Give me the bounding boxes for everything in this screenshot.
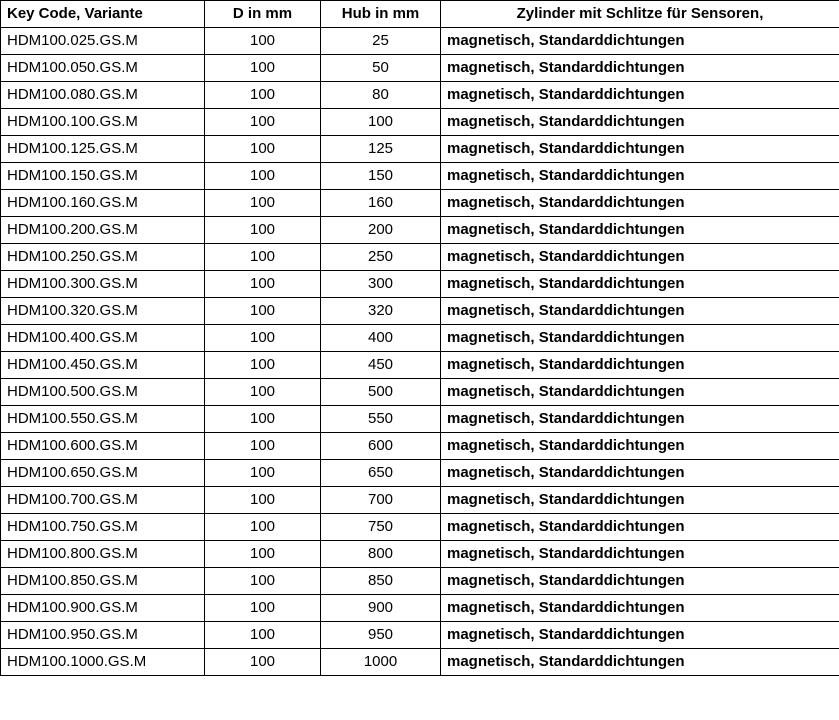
cell-diameter: 100 bbox=[205, 217, 321, 244]
cell-description: magnetisch, Standarddichtungen bbox=[441, 325, 839, 352]
cell-description: magnetisch, Standarddichtungen bbox=[441, 298, 839, 325]
cell-stroke: 600 bbox=[321, 433, 441, 460]
table-row bbox=[1, 460, 839, 487]
cell-key-code: HDM100.950.GS.M bbox=[1, 622, 205, 649]
cell-key-code: HDM100.320.GS.M bbox=[1, 298, 205, 325]
cell-stroke: 650 bbox=[321, 460, 441, 487]
cell-stroke: 400 bbox=[321, 325, 441, 352]
cell-key-code: HDM100.850.GS.M bbox=[1, 568, 205, 595]
cell-key-code: HDM100.800.GS.M bbox=[1, 541, 205, 568]
cell-key-code: HDM100.900.GS.M bbox=[1, 595, 205, 622]
cell-key-code: HDM100.160.GS.M bbox=[1, 190, 205, 217]
cell-key-code: HDM100.100.GS.M bbox=[1, 109, 205, 136]
cell-stroke: 550 bbox=[321, 406, 441, 433]
cell-key-code: HDM100.700.GS.M bbox=[1, 487, 205, 514]
column-header-diameter: D in mm bbox=[205, 1, 321, 28]
table-row bbox=[1, 217, 839, 244]
cell-diameter: 100 bbox=[205, 541, 321, 568]
cell-stroke: 1000 bbox=[321, 649, 441, 676]
cell-key-code: HDM100.250.GS.M bbox=[1, 244, 205, 271]
cell-stroke: 100 bbox=[321, 109, 441, 136]
cell-stroke: 50 bbox=[321, 55, 441, 82]
cell-description: magnetisch, Standarddichtungen bbox=[441, 460, 839, 487]
table-row bbox=[1, 28, 839, 55]
cell-diameter: 100 bbox=[205, 109, 321, 136]
table-row bbox=[1, 568, 839, 595]
cell-stroke: 500 bbox=[321, 379, 441, 406]
table-row bbox=[1, 244, 839, 271]
table-row bbox=[1, 487, 839, 514]
table-row bbox=[1, 649, 839, 676]
cell-diameter: 100 bbox=[205, 325, 321, 352]
cell-diameter: 100 bbox=[205, 352, 321, 379]
cell-key-code: HDM100.150.GS.M bbox=[1, 163, 205, 190]
cell-description: magnetisch, Standarddichtungen bbox=[441, 28, 839, 55]
cell-diameter: 100 bbox=[205, 55, 321, 82]
cell-key-code: HDM100.550.GS.M bbox=[1, 406, 205, 433]
cell-stroke: 300 bbox=[321, 271, 441, 298]
cell-description: magnetisch, Standarddichtungen bbox=[441, 622, 839, 649]
table-row bbox=[1, 514, 839, 541]
table-row bbox=[1, 595, 839, 622]
table-header bbox=[1, 1, 839, 28]
cell-diameter: 100 bbox=[205, 487, 321, 514]
cell-stroke: 200 bbox=[321, 217, 441, 244]
cell-description: magnetisch, Standarddichtungen bbox=[441, 487, 839, 514]
cell-diameter: 100 bbox=[205, 82, 321, 109]
cell-description: magnetisch, Standarddichtungen bbox=[441, 244, 839, 271]
cell-description: magnetisch, Standarddichtungen bbox=[441, 514, 839, 541]
table-row bbox=[1, 352, 839, 379]
table-row bbox=[1, 109, 839, 136]
cell-stroke: 450 bbox=[321, 352, 441, 379]
cell-key-code: HDM100.125.GS.M bbox=[1, 136, 205, 163]
cell-description: magnetisch, Standarddichtungen bbox=[441, 55, 839, 82]
cell-key-code: HDM100.1000.GS.M bbox=[1, 649, 205, 676]
table-row bbox=[1, 298, 839, 325]
cell-description: magnetisch, Standarddichtungen bbox=[441, 649, 839, 676]
cell-description: magnetisch, Standarddichtungen bbox=[441, 595, 839, 622]
cell-description: magnetisch, Standarddichtungen bbox=[441, 379, 839, 406]
cell-description: magnetisch, Standarddichtungen bbox=[441, 82, 839, 109]
cell-key-code: HDM100.400.GS.M bbox=[1, 325, 205, 352]
cell-description: magnetisch, Standarddichtungen bbox=[441, 109, 839, 136]
cell-key-code: HDM100.500.GS.M bbox=[1, 379, 205, 406]
cell-stroke: 25 bbox=[321, 28, 441, 55]
cell-stroke: 800 bbox=[321, 541, 441, 568]
cell-diameter: 100 bbox=[205, 28, 321, 55]
cell-diameter: 100 bbox=[205, 433, 321, 460]
cell-diameter: 100 bbox=[205, 244, 321, 271]
cell-description: magnetisch, Standarddichtungen bbox=[441, 136, 839, 163]
column-header-stroke: Hub in mm bbox=[321, 1, 441, 28]
cell-diameter: 100 bbox=[205, 298, 321, 325]
cell-stroke: 125 bbox=[321, 136, 441, 163]
table-row bbox=[1, 622, 839, 649]
cell-key-code: HDM100.080.GS.M bbox=[1, 82, 205, 109]
cell-diameter: 100 bbox=[205, 379, 321, 406]
cell-description: magnetisch, Standarddichtungen bbox=[441, 433, 839, 460]
cell-description: magnetisch, Standarddichtungen bbox=[441, 217, 839, 244]
cell-stroke: 320 bbox=[321, 298, 441, 325]
cell-description: magnetisch, Standarddichtungen bbox=[441, 163, 839, 190]
cell-stroke: 150 bbox=[321, 163, 441, 190]
table-row bbox=[1, 406, 839, 433]
cell-stroke: 850 bbox=[321, 568, 441, 595]
table-row bbox=[1, 325, 839, 352]
cell-stroke: 80 bbox=[321, 82, 441, 109]
table-row bbox=[1, 136, 839, 163]
cell-stroke: 900 bbox=[321, 595, 441, 622]
cell-description: magnetisch, Standarddichtungen bbox=[441, 406, 839, 433]
cell-key-code: HDM100.600.GS.M bbox=[1, 433, 205, 460]
cell-key-code: HDM100.750.GS.M bbox=[1, 514, 205, 541]
cell-stroke: 750 bbox=[321, 514, 441, 541]
table-row bbox=[1, 379, 839, 406]
table-row bbox=[1, 541, 839, 568]
cell-diameter: 100 bbox=[205, 568, 321, 595]
cell-diameter: 100 bbox=[205, 163, 321, 190]
cell-diameter: 100 bbox=[205, 622, 321, 649]
cell-diameter: 100 bbox=[205, 136, 321, 163]
cell-description: magnetisch, Standarddichtungen bbox=[441, 190, 839, 217]
cell-stroke: 700 bbox=[321, 487, 441, 514]
cell-stroke: 250 bbox=[321, 244, 441, 271]
table-row bbox=[1, 190, 839, 217]
cell-key-code: HDM100.200.GS.M bbox=[1, 217, 205, 244]
cell-stroke: 950 bbox=[321, 622, 441, 649]
cell-key-code: HDM100.450.GS.M bbox=[1, 352, 205, 379]
cell-description: magnetisch, Standarddichtungen bbox=[441, 541, 839, 568]
cell-key-code: HDM100.300.GS.M bbox=[1, 271, 205, 298]
cell-description: magnetisch, Standarddichtungen bbox=[441, 352, 839, 379]
table-body bbox=[1, 28, 839, 676]
cell-diameter: 100 bbox=[205, 406, 321, 433]
cell-diameter: 100 bbox=[205, 460, 321, 487]
table-row bbox=[1, 271, 839, 298]
cell-diameter: 100 bbox=[205, 514, 321, 541]
cell-diameter: 100 bbox=[205, 190, 321, 217]
cell-diameter: 100 bbox=[205, 271, 321, 298]
cell-diameter: 100 bbox=[205, 595, 321, 622]
column-header-description: Zylinder mit Schlitze für Sensoren, bbox=[441, 1, 839, 28]
cell-description: magnetisch, Standarddichtungen bbox=[441, 271, 839, 298]
cell-key-code: HDM100.050.GS.M bbox=[1, 55, 205, 82]
cell-description: magnetisch, Standarddichtungen bbox=[441, 568, 839, 595]
table-row bbox=[1, 82, 839, 109]
cell-key-code: HDM100.025.GS.M bbox=[1, 28, 205, 55]
cell-key-code: HDM100.650.GS.M bbox=[1, 460, 205, 487]
column-header-key-code: Key Code, Variante bbox=[1, 1, 205, 28]
table-row bbox=[1, 55, 839, 82]
table-header-row bbox=[1, 1, 839, 28]
table-row bbox=[1, 163, 839, 190]
table-row bbox=[1, 433, 839, 460]
cell-diameter: 100 bbox=[205, 649, 321, 676]
cell-stroke: 160 bbox=[321, 190, 441, 217]
